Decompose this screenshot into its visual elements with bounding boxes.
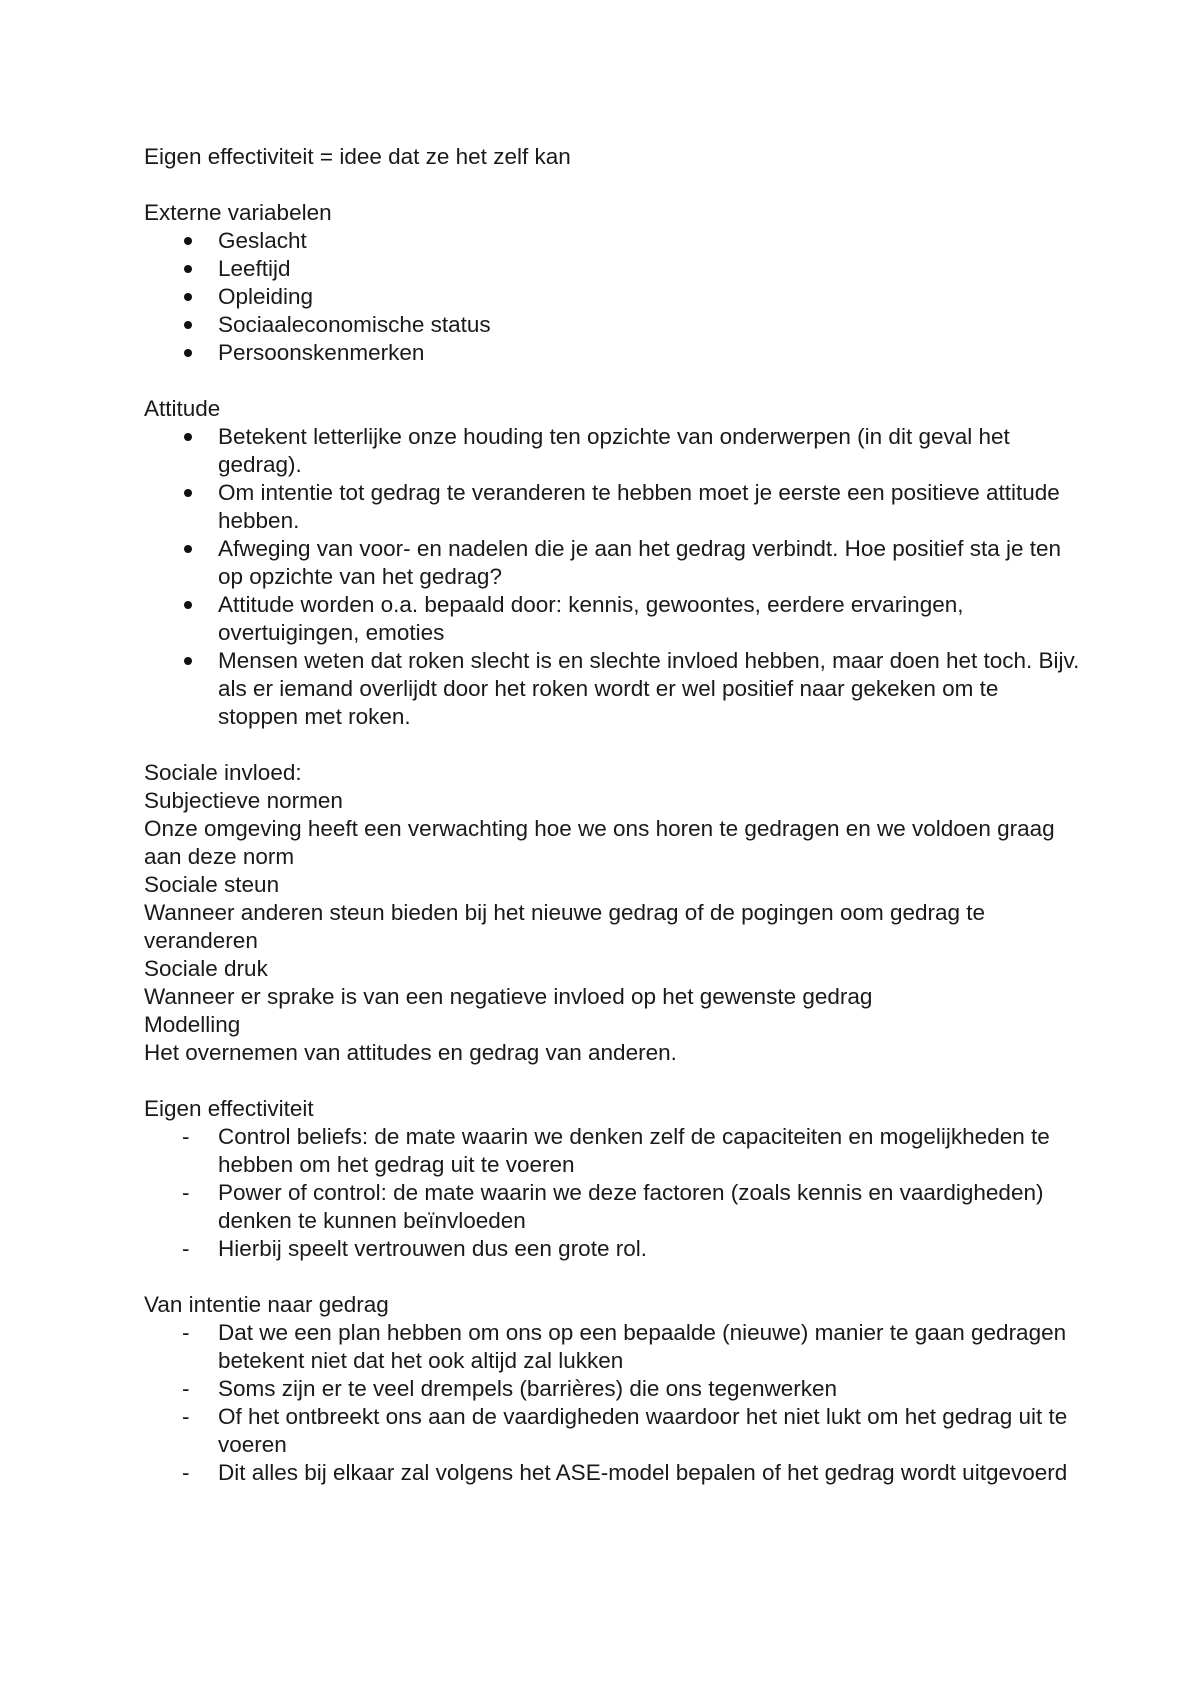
intentie-heading: Van intentie naar gedrag xyxy=(144,1292,389,1317)
list-item xyxy=(144,339,1084,367)
document-body xyxy=(144,143,1084,1487)
steun-title: Sociale steun xyxy=(144,872,280,897)
spacer xyxy=(144,367,1084,395)
list-item-text: Om intentie tot gedrag te veranderen te hebben moet je eerste een positieve attitude hebben. xyxy=(218,480,1060,533)
subjectieve-text: Onze omgeving heeft een verwachting hoe we ons horen te gedragen en we voldoen graag aan deze norm xyxy=(144,816,1055,869)
modelling-text: Het overnemen van attitudes en gedrag van anderen. xyxy=(144,1040,677,1065)
list-item xyxy=(144,1319,1084,1375)
eigen-list xyxy=(144,1123,1084,1263)
list-item xyxy=(144,227,1084,255)
list-item xyxy=(144,283,1084,311)
list-item-text: Mensen weten dat roken slecht is en slechte invloed hebben, maar doen het toch. Bijv. als er iemand overlijdt door het roken wordt er wel positief naar gekeken om te stoppen met roken. xyxy=(218,648,1080,729)
list-item xyxy=(144,255,1084,283)
intro-line: Eigen effectiviteit = idee dat ze het zelf kan xyxy=(144,144,571,169)
spacer xyxy=(144,1263,1084,1291)
list-item xyxy=(144,1375,1084,1403)
list-item-text: Dit alles bij elkaar zal volgens het ASE-model bepalen of het gedrag wordt uitgevoerd xyxy=(218,1460,1068,1485)
list-item xyxy=(144,1459,1084,1487)
list-item-text: Betekent letterlijke onze houding ten opzichte van onderwerpen (in dit geval het gedrag). xyxy=(218,424,1010,477)
list-item-text: Soms zijn er te veel drempels (barrières) die ons tegenwerken xyxy=(218,1376,838,1401)
list-item-text: Geslacht xyxy=(218,228,307,253)
steun-text: Wanneer anderen steun bieden bij het nieuwe gedrag of de pogingen oom gedrag te veranderen xyxy=(144,900,986,953)
subjectieve-title: Subjectieve normen xyxy=(144,788,343,813)
list-item xyxy=(144,535,1084,591)
attitude-list xyxy=(144,423,1084,731)
list-item-text: Leeftijd xyxy=(218,256,291,281)
list-item xyxy=(144,591,1084,647)
list-item xyxy=(144,1179,1084,1235)
externe-list xyxy=(144,227,1084,367)
list-item-text: Persoonskenmerken xyxy=(218,340,425,365)
spacer xyxy=(144,731,1084,759)
intentie-list xyxy=(144,1319,1084,1487)
list-item-text: Sociaaleconomische status xyxy=(218,312,491,337)
list-item xyxy=(144,1403,1084,1459)
druk-title: Sociale druk xyxy=(144,956,268,981)
externe-heading: Externe variabelen xyxy=(144,200,332,225)
list-item-text: Power of control: de mate waarin we deze factoren (zoals kennis en vaardigheden) denken te kunnen beïnvloeden xyxy=(218,1180,1044,1233)
list-item-text: Control beliefs: de mate waarin we denken zelf de capaciteiten en mogelijkheden te hebben om het gedrag uit te voeren xyxy=(218,1124,1050,1177)
eigen-heading: Eigen effectiviteit xyxy=(144,1096,314,1121)
druk-text: Wanneer er sprake is van een negatieve invloed op het gewenste gedrag xyxy=(144,984,873,1009)
list-item xyxy=(144,1235,1084,1263)
sociale-heading: Sociale invloed: xyxy=(144,760,302,785)
list-item-text: Attitude worden o.a. bepaald door: kennis, gewoontes, eerdere ervaringen, overtuigingen, emoties xyxy=(218,592,964,645)
list-item-text: Hierbij speelt vertrouwen dus een grote rol. xyxy=(218,1236,647,1261)
list-item xyxy=(144,423,1084,479)
spacer xyxy=(144,171,1084,199)
list-item xyxy=(144,1123,1084,1179)
list-item xyxy=(144,647,1084,731)
list-item-text: Afweging van voor- en nadelen die je aan het gedrag verbindt. Hoe positief sta je ten op opzichte van het gedrag? xyxy=(218,536,1062,589)
attitude-heading: Attitude xyxy=(144,396,221,421)
list-item xyxy=(144,479,1084,535)
modelling-title: Modelling xyxy=(144,1012,241,1037)
list-item xyxy=(144,311,1084,339)
list-item-text: Dat we een plan hebben om ons op een bepaalde (nieuwe) manier te gaan gedragen betekent niet dat het ook altijd zal lukken xyxy=(218,1320,1067,1373)
list-item-text: Opleiding xyxy=(218,284,314,309)
spacer xyxy=(144,1067,1084,1095)
list-item-text: Of het ontbreekt ons aan de vaardigheden waardoor het niet lukt om het gedrag uit te voeren xyxy=(218,1404,1068,1457)
